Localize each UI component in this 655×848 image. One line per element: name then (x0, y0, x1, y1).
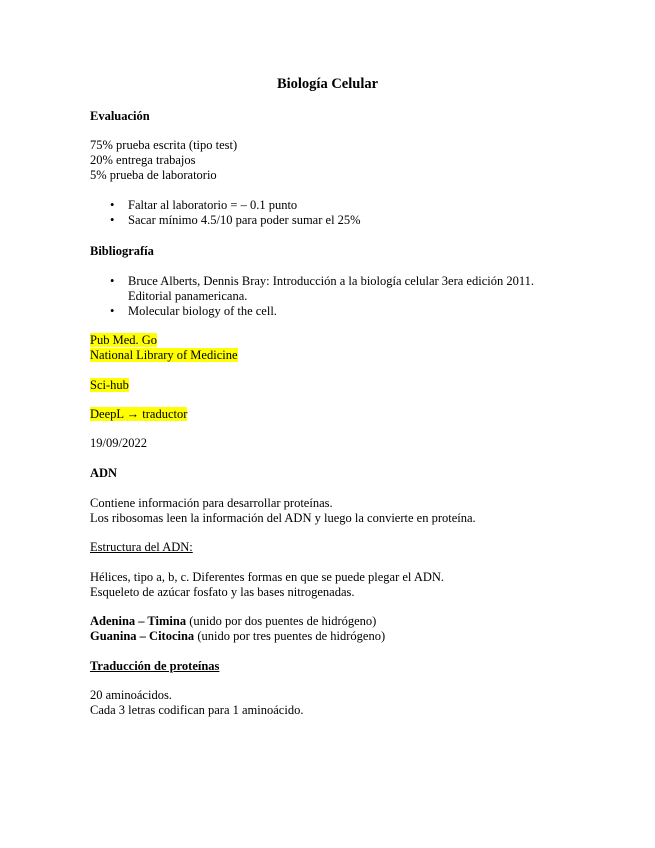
evaluacion-heading: Evaluación (90, 109, 150, 123)
scihub-link[interactable]: Sci-hub (90, 378, 129, 392)
evaluacion-line: 20% entrega trabajos (90, 153, 196, 167)
estructura-heading: Estructura del ADN: (90, 540, 193, 554)
base-pair-line: Adenina – Timina (unido por dos puentes de hidrógeno) (90, 614, 377, 628)
adn-intro-line: Los ribosomas leen la información del ADN y luego la convierte en proteína. (90, 511, 476, 525)
estructura-line: Hélices, tipo a, b, c. Diferentes formas en que se puede plegar el ADN. (90, 570, 445, 584)
list-item: • Faltar al laboratorio = – 0.1 punto (90, 198, 361, 213)
traduccion-heading: Traducción de proteínas (90, 659, 220, 673)
list-item: • Molecular biology of the cell. (90, 304, 534, 319)
deepl-link[interactable]: DeepL → traductor (90, 407, 188, 421)
evaluacion-line: 75% prueba escrita (tipo test) (90, 138, 238, 152)
base-pair-line: Guanina – Citocina (unido por tres puentes de hidrógeno) (90, 629, 386, 643)
adn-heading: ADN (90, 466, 118, 480)
list-item: • Sacar mínimo 4.5/10 para poder sumar el 25% (90, 213, 361, 228)
pubmed-link[interactable]: Pub Med. Go (90, 333, 158, 347)
date: 19/09/2022 (90, 436, 147, 450)
adn-intro-line: Contiene información para desarrollar proteínas. (90, 496, 333, 510)
estructura-line: Esqueleto de azúcar fosfato y las bases nitrogenadas. (90, 585, 355, 599)
bibliografia-bullets (90, 274, 534, 319)
evaluacion-line: 5% prueba de laboratorio (90, 168, 217, 182)
list-item (90, 274, 534, 304)
bib-line: Bruce Alberts, Dennis Bray: Introducción a la biología celular 3era edición 2011. (128, 274, 535, 288)
nlm-link[interactable]: National Library of Medicine (90, 348, 238, 362)
evaluacion-bullets (90, 198, 361, 228)
page-title: Biología Celular (276, 76, 379, 92)
traduccion-line: 20 aminoácidos. (90, 688, 172, 702)
bibliografia-heading: Bibliografía (90, 244, 154, 258)
bib-line: Editorial panamericana. (128, 289, 248, 303)
traduccion-line: Cada 3 letras codifican para 1 aminoácido. (90, 703, 304, 717)
